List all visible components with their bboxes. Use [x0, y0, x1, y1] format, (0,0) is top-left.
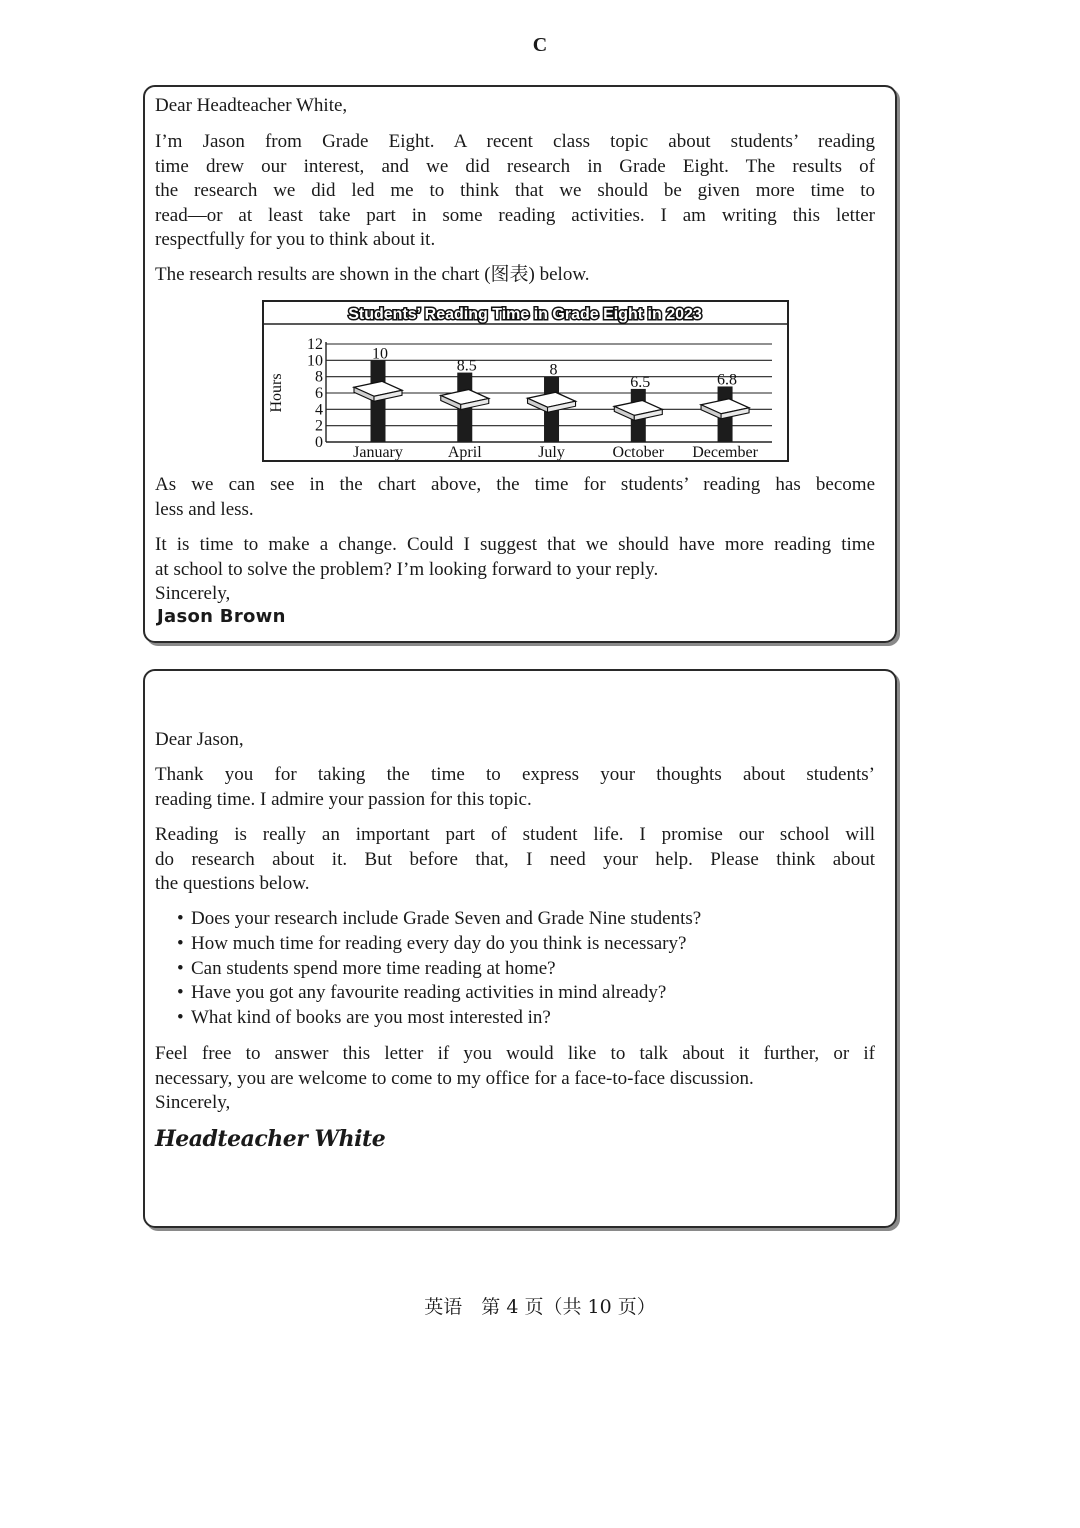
text-line: the questions below. [155, 873, 310, 894]
letter2-paragraph-2 [155, 823, 875, 897]
letter1-closing: Sincerely, [155, 583, 231, 604]
book-icon [701, 399, 749, 419]
chart-y-axis-label: Hours [268, 373, 285, 413]
chart-y-tick-label: 12 [307, 336, 323, 353]
text-line: reading time. I admire your passion for this topic. [155, 788, 532, 810]
question-text: Can students spend more time reading at home? [191, 957, 556, 979]
chart-x-tick-label: January [353, 444, 403, 460]
chart-y-tick-label: 4 [315, 401, 323, 419]
text-line: As we can see in the chart above, the time for students’ reading has become [155, 474, 875, 495]
question-text: What kind of books are you most interested in? [191, 1007, 551, 1029]
reading-time-chart [262, 300, 789, 462]
letter1-paragraph-1 [155, 130, 875, 253]
list-item [177, 907, 867, 932]
letter1-greeting: Dear Headteacher White, [155, 95, 348, 116]
chart-x-tick-label: July [538, 444, 565, 460]
question-list [177, 907, 867, 1031]
text-line: Reading is really an important part of student life. I promise our school will [155, 824, 875, 845]
book-icon [614, 400, 662, 420]
text-line: do research about it. But before that, I need your help. Please think about [155, 848, 875, 870]
letter1-paragraph-3 [155, 473, 875, 522]
letter1-signature: Jason Brown [157, 606, 286, 627]
text-line: It is time to make a change. Could I suggest that we should have more reading time [155, 534, 875, 555]
text-line: read—or at least take part in some reading activities. I am writing this letter [155, 204, 875, 226]
chart-x-tick-label: April [447, 444, 482, 460]
bullet-icon: • [177, 908, 184, 929]
chart-y-tick-label: 6 [315, 385, 323, 402]
chart-canvas [264, 302, 787, 460]
chart-value-label: 10 [372, 345, 388, 363]
list-item [177, 932, 867, 957]
text-line: time drew our interest, and we did research in Grade Eight. The results of [155, 155, 875, 177]
letter2-greeting: Dear Jason, [155, 729, 244, 750]
text-line: respectfully for you to think about it. [155, 229, 436, 250]
question-text: How much time for reading every day do you think is necessary? [191, 932, 687, 954]
chart-value-label: 8.5 [456, 357, 477, 375]
chart-y-tick-label: 10 [307, 352, 323, 370]
letter-from-jason [143, 85, 897, 643]
page-footer: 英语 第 4 页（共 10 页） [424, 1296, 656, 1318]
question-text: Have you got any favourite reading activities in mind already? [191, 982, 667, 1004]
bullet-icon: • [177, 932, 184, 954]
list-item [177, 957, 867, 982]
chart-x-tick-label: October [612, 444, 665, 460]
chart-value-label: 6.8 [717, 371, 738, 389]
list-item [177, 981, 867, 1006]
text-line: Feel free to answer this letter if you would like to talk about it further, or if [155, 1043, 875, 1064]
bullet-icon: • [177, 1007, 184, 1029]
text-line: Thank you for taking the time to express your thoughts about students’ [155, 764, 875, 785]
chart-y-tick-label: 2 [315, 417, 323, 435]
letter2-closing: Sincerely, [155, 1092, 231, 1113]
section-label: C [532, 34, 548, 56]
letter2-signature: Headteacher White [155, 1126, 386, 1152]
chart-value-label: 6.5 [630, 373, 651, 391]
letter1-paragraph-2: The research results are shown in the chart (图表) below. [155, 264, 590, 285]
chart-x-ticks [353, 444, 758, 460]
text-line: I’m Jason from Grade Eight. A recent class topic about students’ reading [155, 131, 875, 152]
list-item [177, 1006, 867, 1031]
letter1-paragraph-4 [155, 533, 875, 582]
letter2-paragraph-1 [155, 763, 875, 812]
bullet-icon: • [177, 982, 184, 1004]
text-line: less and less. [155, 498, 254, 520]
letter2-paragraph-3 [155, 1042, 875, 1091]
question-text: Does your research include Grade Seven and Grade Nine students? [191, 908, 702, 929]
chart-title: Students’ Reading Time in Grade Eight in 2023 [348, 306, 702, 323]
chart-y-ticks [307, 336, 323, 451]
chart-x-tick-label: December [692, 444, 758, 460]
text-line: necessary, you are welcome to come to my office for a face-to-face discussion. [155, 1067, 754, 1089]
chart-value-label: 8 [549, 361, 558, 379]
chart-y-tick-label: 8 [315, 368, 323, 386]
chart-y-tick-label: 0 [315, 434, 323, 451]
bullet-icon: • [177, 957, 184, 979]
text-line: the research we did led me to think that we should be given more time to [155, 180, 875, 201]
letter-from-headteacher [143, 669, 897, 1228]
book-icon [354, 381, 402, 401]
text-line: at school to solve the problem? I’m looking forward to your reply. [155, 558, 659, 580]
